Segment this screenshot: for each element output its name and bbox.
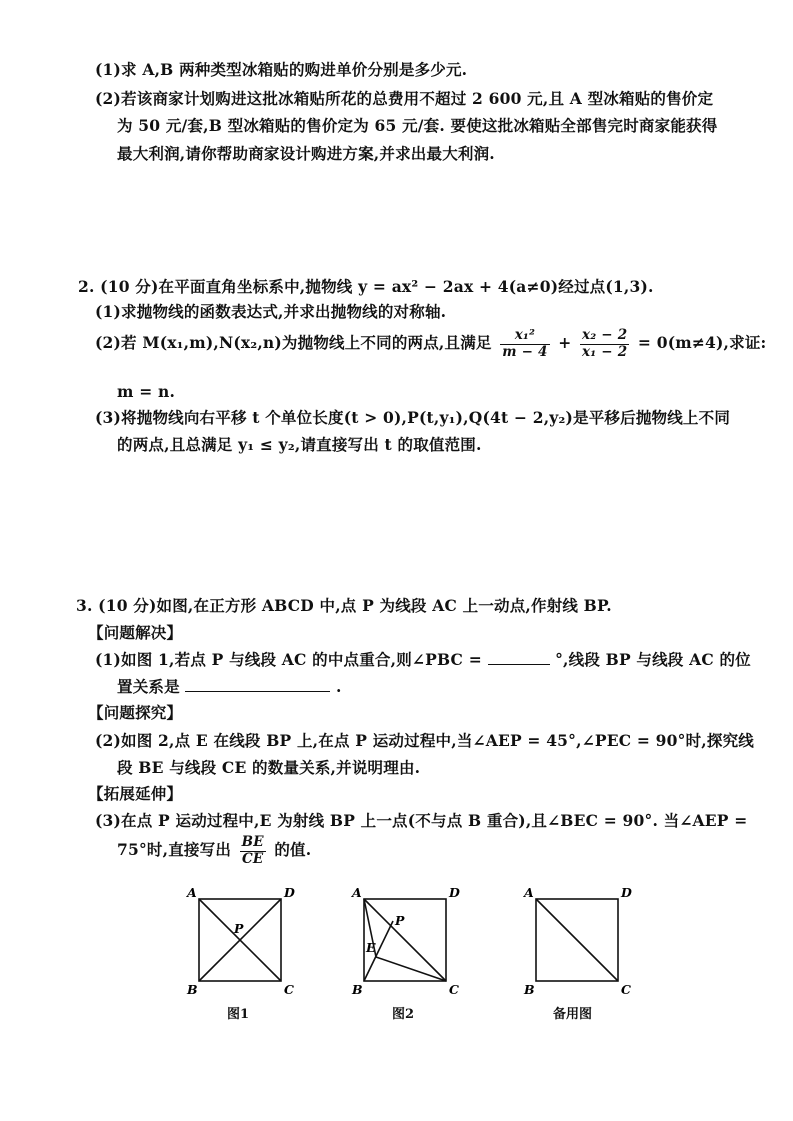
- figure-spare: [522, 885, 632, 995]
- q2-part2-after: = 0(m≠4),求证:: [637, 333, 767, 352]
- q3-part3-line1: (3)在点 P 运动过程中,E 为射线 BP 上一点(不与点 B 重合),且∠BEC = 90°. 当∠AEP =: [95, 811, 748, 830]
- fig1-label-d: D: [284, 885, 295, 900]
- q3-frac-denominator: CE: [241, 850, 264, 867]
- q3-part1-text-c: 置关系是: [117, 677, 180, 696]
- q2-part2-line2: m = n.: [117, 382, 176, 401]
- fig2-segment-ec: [376, 957, 446, 981]
- fig1-label-p: P: [234, 921, 244, 936]
- q3-part1-text-a: (1)如图 1,若点 P 与线段 AC 的中点重合,则∠PBC =: [95, 650, 482, 669]
- q3-part3-text-pre: 75°时,直接写出: [117, 840, 232, 859]
- q3-part1-line1: [95, 652, 751, 668]
- fig3-label-b: B: [524, 982, 535, 997]
- q3-part1-text-b: °,线段 BP 与线段 AC 的位: [555, 650, 751, 669]
- q3-frac-numerator: BE: [241, 834, 264, 850]
- q3-part1-text-d: .: [336, 677, 342, 696]
- q3-part2-line1: (2)如图 2,点 E 在线段 BP 上,在点 P 运动过程中,当∠AEP = 45°,∠PEC = 90°时,探究线: [95, 731, 754, 750]
- q2-fraction-1: [500, 329, 549, 359]
- fig2-label-b: B: [352, 982, 363, 997]
- q2-part2-before: (2)若 M(x₁,m),N(x₂,n)为抛物线上不同的两点,且满足: [95, 333, 492, 352]
- fig3-diagonal-ac: [536, 899, 618, 981]
- fig3-label-c: C: [621, 982, 631, 997]
- q3-answer-blank-relation: [185, 679, 330, 692]
- fig2-label-p: P: [395, 913, 405, 928]
- q2-frac1-numerator: x₁²: [500, 329, 549, 345]
- q3-heading-exploration: 【问题探究】: [88, 703, 183, 722]
- q1-part1: (1)求 A,B 两种类型冰箱贴的购进单价分别是多少元.: [95, 60, 468, 79]
- q2-frac2-numerator: x₂ − 2: [582, 327, 628, 343]
- q2-plus: +: [558, 333, 572, 352]
- q2-frac1-denominator: m − 4: [502, 343, 548, 360]
- figure-spare-caption: 备用图: [553, 1007, 593, 1022]
- figure-2-diagram: [350, 885, 460, 995]
- q3-answer-blank-angle: [488, 652, 550, 665]
- fig1-label-c: C: [284, 982, 294, 997]
- figure-1-diagram: [185, 885, 295, 995]
- q3-stem: 3. (10 分)如图,在正方形 ABCD 中,点 P 为线段 AC 上一动点,作射线 BP.: [76, 596, 612, 615]
- q2-fraction-2: [580, 329, 629, 359]
- fig1-label-a: A: [187, 885, 197, 900]
- q2-frac2-denominator: x₁ − 2: [582, 343, 628, 360]
- q2-part2: [95, 329, 766, 359]
- figure-2-caption: 图2: [392, 1007, 415, 1022]
- figure-1: [185, 885, 295, 995]
- figure-spare-diagram: [522, 885, 632, 995]
- figure-2: [350, 885, 460, 995]
- fig2-label-c: C: [449, 982, 459, 997]
- q2-part3-line1: (3)将抛物线向右平移 t 个单位长度(t > 0),P(t,y₁),Q(4t − 2,y₂)是平移后抛物线上不同: [95, 408, 731, 427]
- fig2-diagonal-ac: [364, 899, 446, 981]
- fig2-label-e: E: [366, 940, 376, 955]
- q3-part1-line2: [117, 679, 342, 695]
- fig2-label-d: D: [449, 885, 460, 900]
- q3-fraction-be-ce: [240, 836, 266, 866]
- q3-heading-extension: 【拓展延伸】: [88, 784, 183, 803]
- q2-part3-line2: 的两点,且总满足 y₁ ≤ y₂,请直接写出 t 的取值范围.: [117, 435, 482, 454]
- q3-heading-problem-solving: 【问题解决】: [88, 623, 183, 642]
- fig3-label-a: A: [524, 885, 534, 900]
- fig1-label-b: B: [187, 982, 198, 997]
- q3-part3-text-post: 的值.: [274, 840, 312, 859]
- q3-part3-line2: [117, 836, 311, 866]
- q1-part2-line2: 为 50 元/套,B 型冰箱贴的售价定为 65 元/套. 要使这批冰箱贴全部售完时商家能获得: [117, 116, 718, 135]
- q2-part1: (1)求抛物线的函数表达式,并求出抛物线的对称轴.: [95, 302, 447, 321]
- q1-part2-line1: (2)若该商家计划购进这批冰箱贴所花的总费用不超过 2 600 元,且 A 型冰箱贴的售价定: [95, 89, 714, 108]
- fig2-label-a: A: [352, 885, 362, 900]
- q1-part2-line3: 最大利润,请你帮助商家设计购进方案,并求出最大利润.: [117, 144, 495, 163]
- figure-1-caption: 图1: [227, 1007, 250, 1022]
- fig3-label-d: D: [621, 885, 632, 900]
- q2-stem: 2. (10 分)在平面直角坐标系中,抛物线 y = ax² − 2ax + 4(a≠0)经过点(1,3).: [78, 277, 654, 296]
- q3-part2-line2: 段 BE 与线段 CE 的数量关系,并说明理由.: [117, 758, 421, 777]
